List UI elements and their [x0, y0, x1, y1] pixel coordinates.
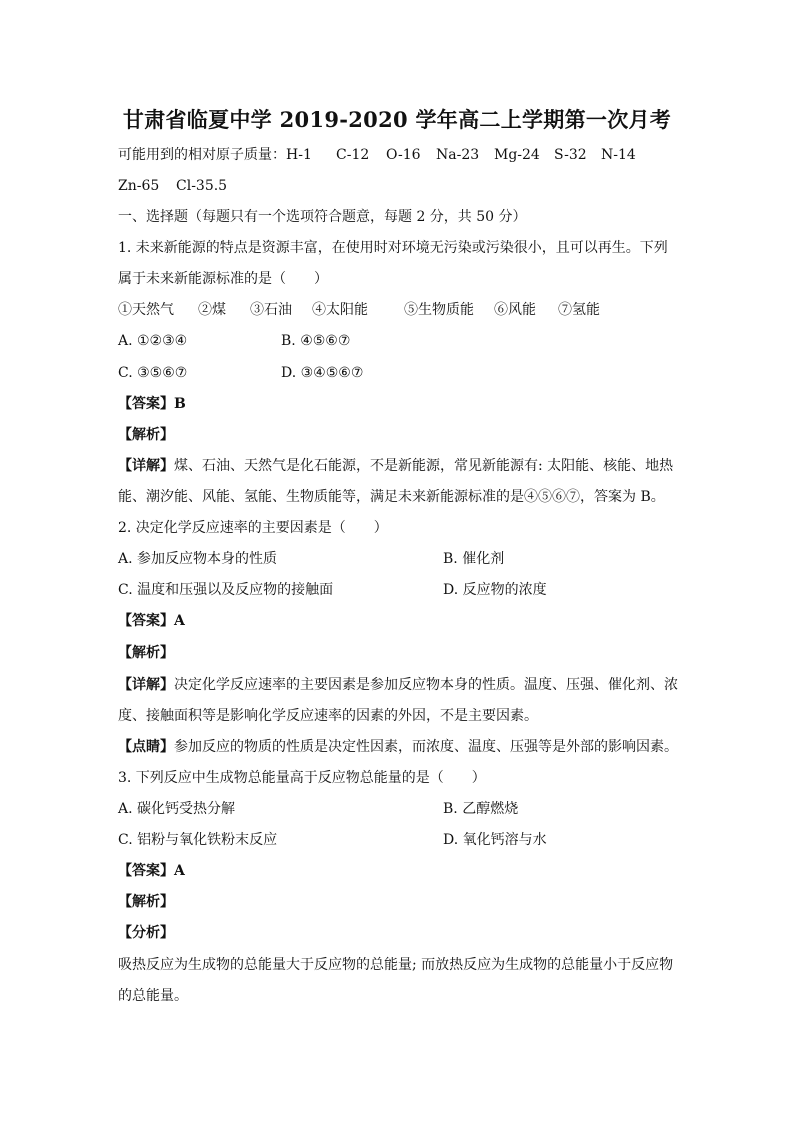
q1-detail-tag: 【详解】: [118, 458, 174, 474]
q1-option-d: D. ③④⑤⑥⑦: [281, 365, 364, 381]
q1-item: ⑤生物质能: [404, 302, 474, 318]
q1-item: ⑦氢能: [558, 302, 600, 318]
q2-point-line: [118, 738, 678, 756]
atomic-mass-h: H-1: [286, 147, 312, 163]
atomic-mass-c: C-12: [336, 147, 370, 163]
section-heading: 一、选择题（每题只有一个选项符合题意，每题 2 分，共 50 分）: [118, 209, 527, 225]
q1-analysis-heading: 【解析】: [118, 427, 174, 443]
q3-text-line-2: 的总能量。: [118, 988, 188, 1004]
q3-answer: 【答案】A: [118, 863, 185, 879]
q3-option-c: C. 铝粉与氧化铁粉末反应: [118, 832, 278, 848]
q1-item: ③石油: [250, 302, 292, 318]
q1-detail-line-1: [118, 457, 673, 475]
q1-stem-line-1: 1. 未来新能源的特点是资源丰富，在使用时对环境无污染或污染很小，且可以再生。下列: [118, 240, 668, 256]
atomic-mass-line-2: [118, 177, 227, 195]
q2-point-text: 参加反应的物质的性质是决定性因素，而浓度、温度、压强等是外部的影响因素。: [174, 739, 678, 755]
q2-option-d: D. 反应物的浓度: [443, 582, 547, 598]
q2-point-tag: 【点睛】: [118, 739, 174, 755]
q2-answer: 【答案】A: [118, 613, 185, 629]
atomic-mass-na: Na-23: [436, 147, 480, 163]
q2-option-b: B. 催化剂: [443, 551, 505, 567]
q1-item: ②煤: [198, 302, 226, 318]
atomic-mass-mg: Mg-24: [494, 147, 540, 163]
q2-stem: 2. 决定化学反应速率的主要因素是（ ）: [118, 520, 388, 536]
atomic-mass-zn: Zn-65: [118, 178, 160, 194]
q1-item: ①天然气: [118, 302, 174, 318]
atomic-mass-s: S-32: [554, 147, 587, 163]
q3-option-b: B. 乙醇燃烧: [443, 801, 519, 817]
q1-detail-text: 煤、石油、天然气是化石能源，不是新能源，常见新能源有: 太阳能、核能、地热: [174, 458, 674, 474]
q3-stem: 3. 下列反应中生成物总能量高于反应物总能量的是（ ）: [118, 770, 486, 786]
atomic-mass-o: O-16: [386, 147, 421, 163]
q2-option-a: A. 参加反应物本身的性质: [118, 551, 278, 567]
q3-option-a: A. 碳化钙受热分解: [118, 801, 236, 817]
q1-item: ⑥风能: [494, 302, 536, 318]
q2-option-c: C. 温度和压强以及反应物的接触面: [118, 582, 334, 598]
q2-analysis-heading: 【解析】: [118, 645, 174, 661]
q1-option-a: A. ①②③④: [118, 333, 188, 349]
q1-option-c: C. ③⑤⑥⑦: [118, 365, 188, 381]
q3-text-line-1: 吸热反应为生成物的总能量大于反应物的总能量; 而放热反应为生成物的总能量小于反应物: [118, 957, 674, 973]
q3-analysis-heading: 【解析】: [118, 894, 174, 910]
q2-detail-text: 决定化学反应速率的主要因素是参加反应物本身的性质。温度、压强、催化剂、浓: [174, 677, 678, 693]
q2-detail-tag: 【详解】: [118, 677, 174, 693]
q1-detail-line-2: 能、潮汐能、风能、氢能、生物质能等，满足未来新能源标准的是④⑤⑥⑦，答案为 B。: [118, 489, 665, 505]
q1-answer: 【答案】B: [118, 396, 186, 412]
atomic-mass-n: N-14: [601, 147, 636, 163]
page-title: 甘肃省临夏中学 2019-2020 学年高二上学期第一次月考: [122, 107, 672, 132]
atomic-mass-cl: Cl-35.5: [176, 178, 228, 194]
q3-fenxi-heading: 【分析】: [118, 925, 174, 941]
q1-items: [118, 301, 600, 319]
q1-option-b: B. ④⑤⑥⑦: [281, 333, 351, 349]
atomic-mass-line: [118, 146, 636, 164]
q1-stem-line-2: 属于未来新能源标准的是（ ）: [118, 271, 328, 287]
q3-option-d: D. 氧化钙溶与水: [443, 832, 547, 848]
q1-item: ④太阳能: [312, 302, 368, 318]
atomic-mass-label: 可能用到的相对原子质量：: [118, 147, 286, 163]
q2-detail-line-1: [118, 676, 678, 694]
q2-detail-line-2: 度、接触面积等是影响化学反应速率的因素的外因，不是主要因素。: [118, 708, 538, 724]
